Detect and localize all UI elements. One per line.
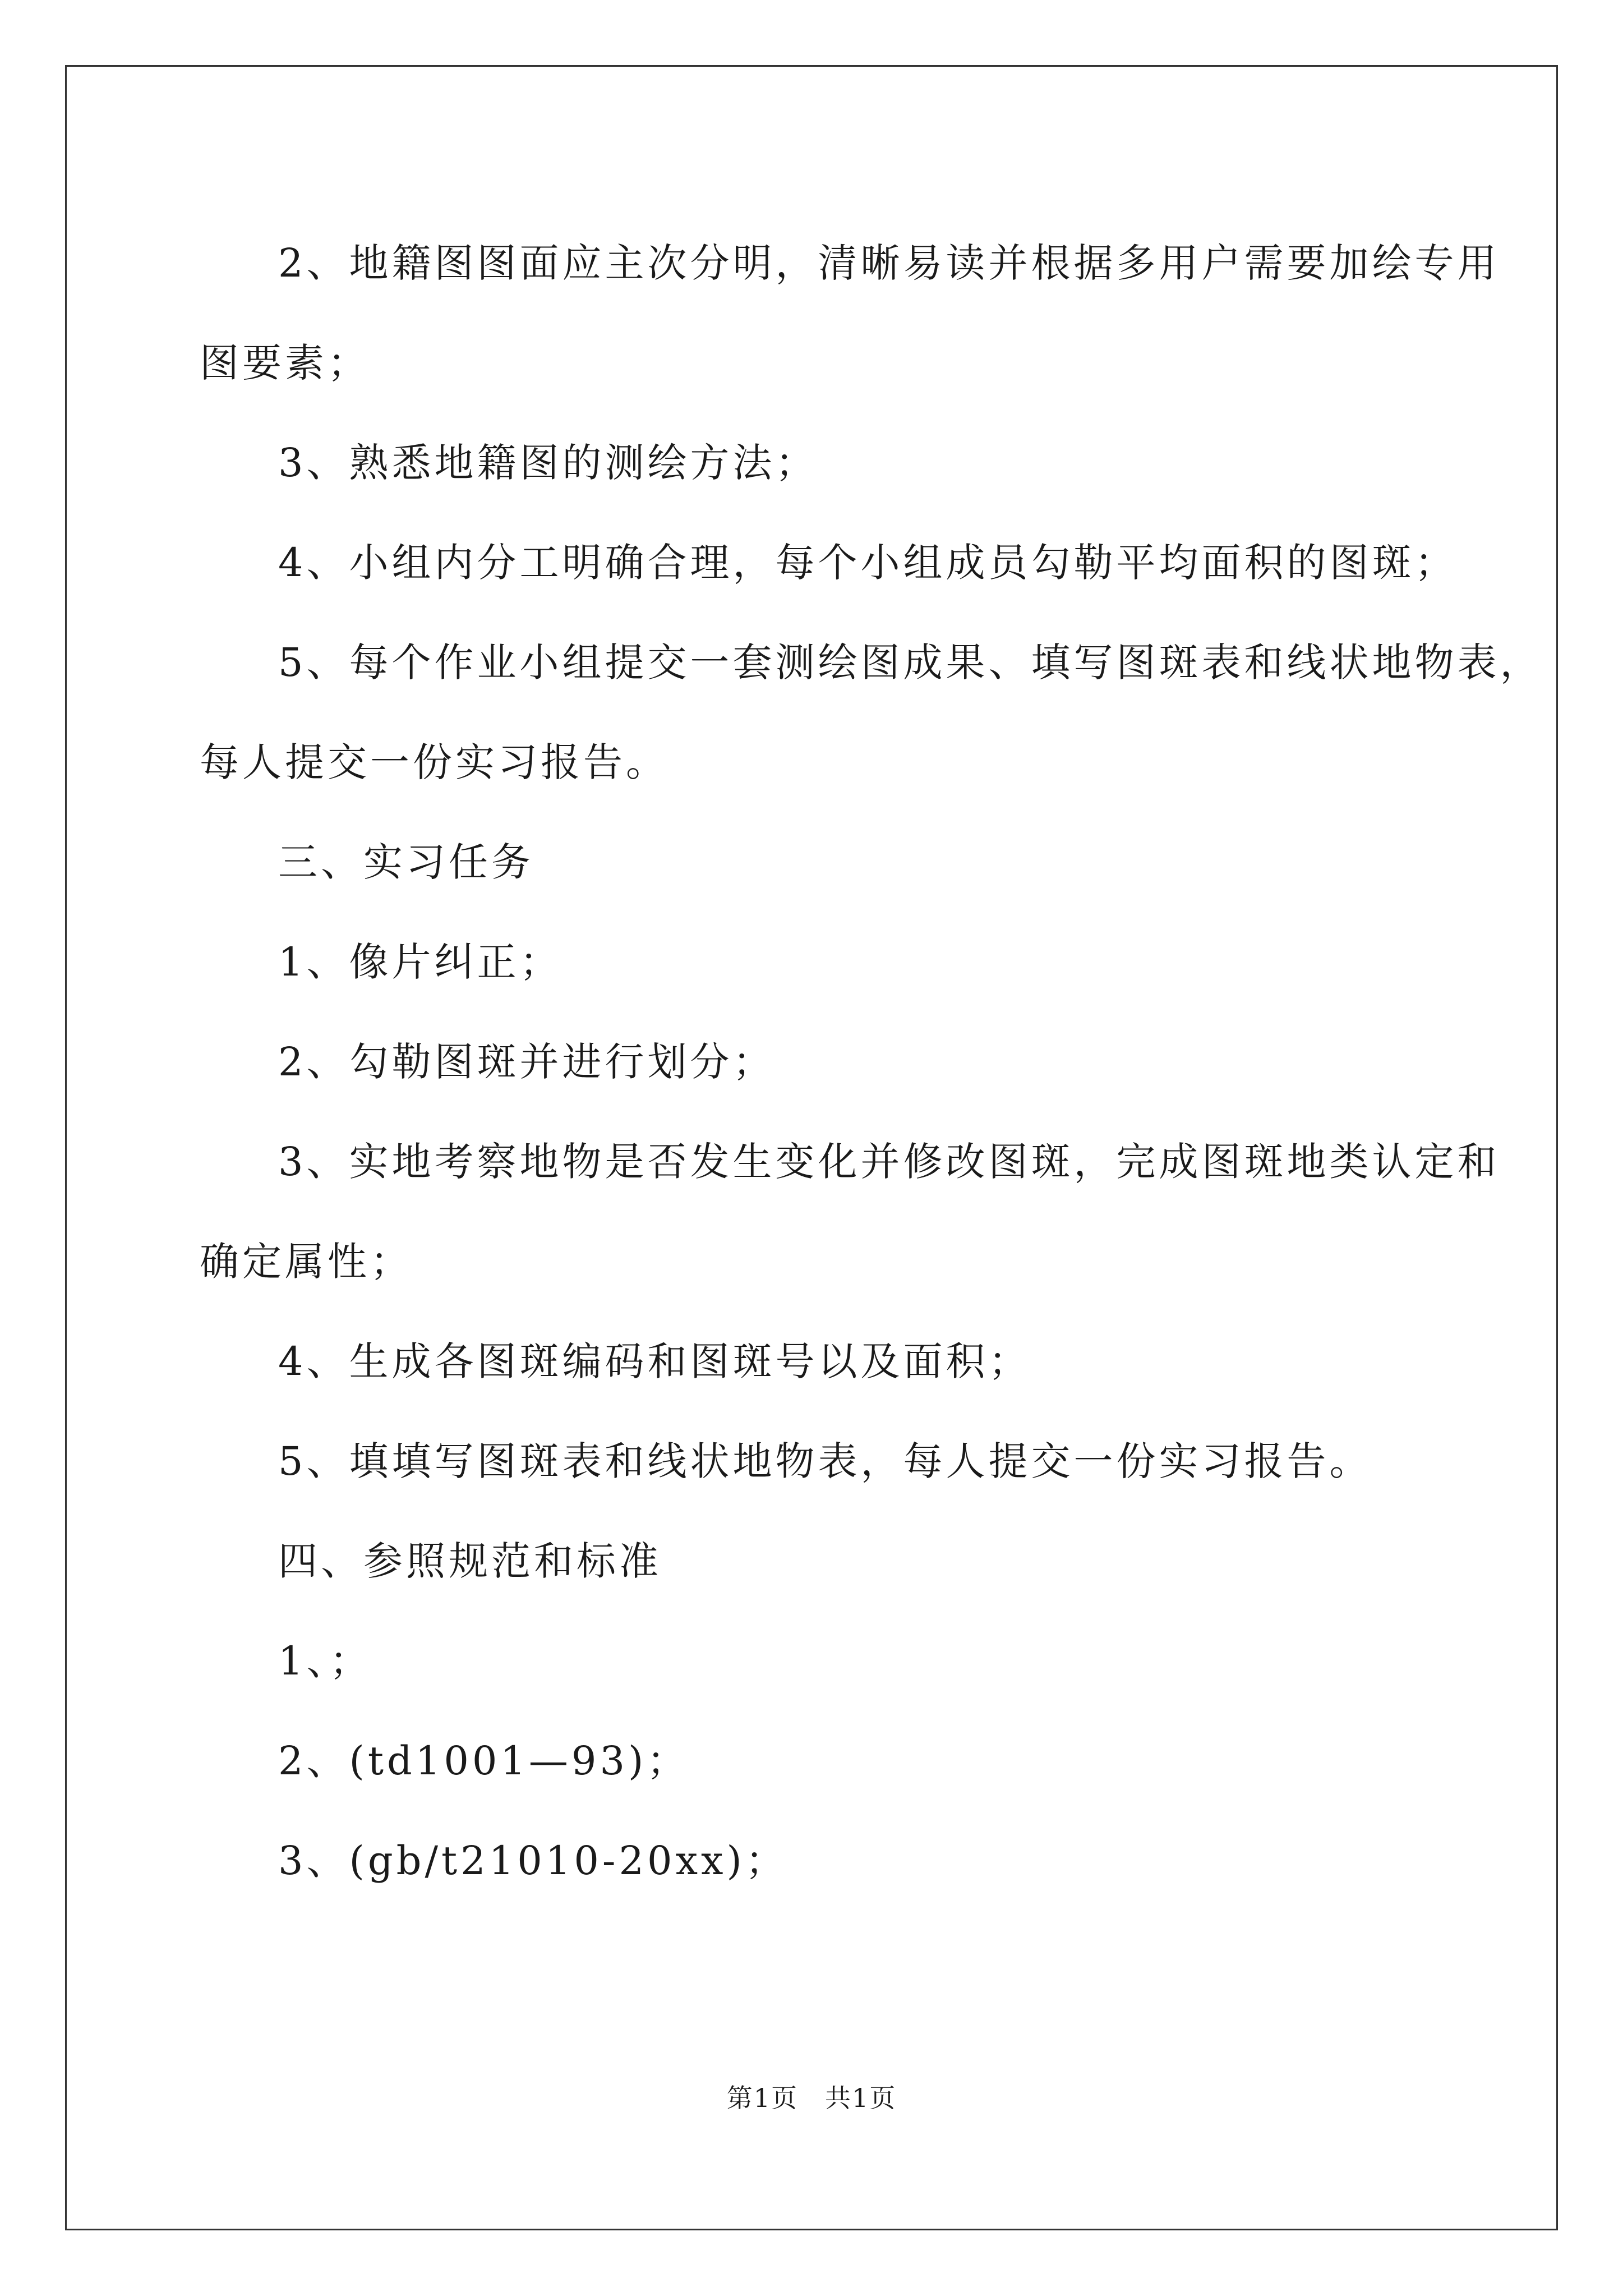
paragraph: 3、实地考察地物是否发生变化并修改图斑，完成图斑地类认定和 [278,1139,1500,1185]
document-body [200,213,1543,1911]
paragraph: 确定属性； [200,1239,413,1285]
paragraph: 1、； [278,1638,372,1684]
paragraph: 图要素； [200,340,370,386]
section-heading: 四、参照规范和标准 [278,1538,662,1584]
paragraph: 2、勾勒图斑并进行划分； [278,1039,776,1085]
section-heading: 三、实习任务 [278,839,534,885]
paragraph: 1、像片纠正； [278,939,562,985]
paragraph: 4、生成各图斑编码和图斑号以及面积； [278,1338,1031,1384]
paragraph: 3、熟悉地籍图的测绘方法； [278,440,818,486]
paragraph: 4、小组内分工明确合理，每个小组成员勾勒平均面积的图斑； [278,540,1458,586]
paragraph: 3、(gb/t21010-20xx)； [278,1838,788,1884]
paragraph: 2、地籍图图面应主次分明，清晰易读并根据多用户需要加绘专用 [278,240,1500,286]
paragraph: 2、(td1001—93)； [278,1738,690,1784]
paragraph: 每人提交一份实习报告。 [200,739,668,785]
page-number-footer: 第1页 共1页 [726,2083,897,2113]
paragraph: 5、填填写图斑表和线状地物表，每人提交一份实习报告。 [278,1438,1372,1484]
paragraph: 5、每个作业小组提交一套测绘图成果、填写图斑表和线状地物表， [278,639,1543,685]
